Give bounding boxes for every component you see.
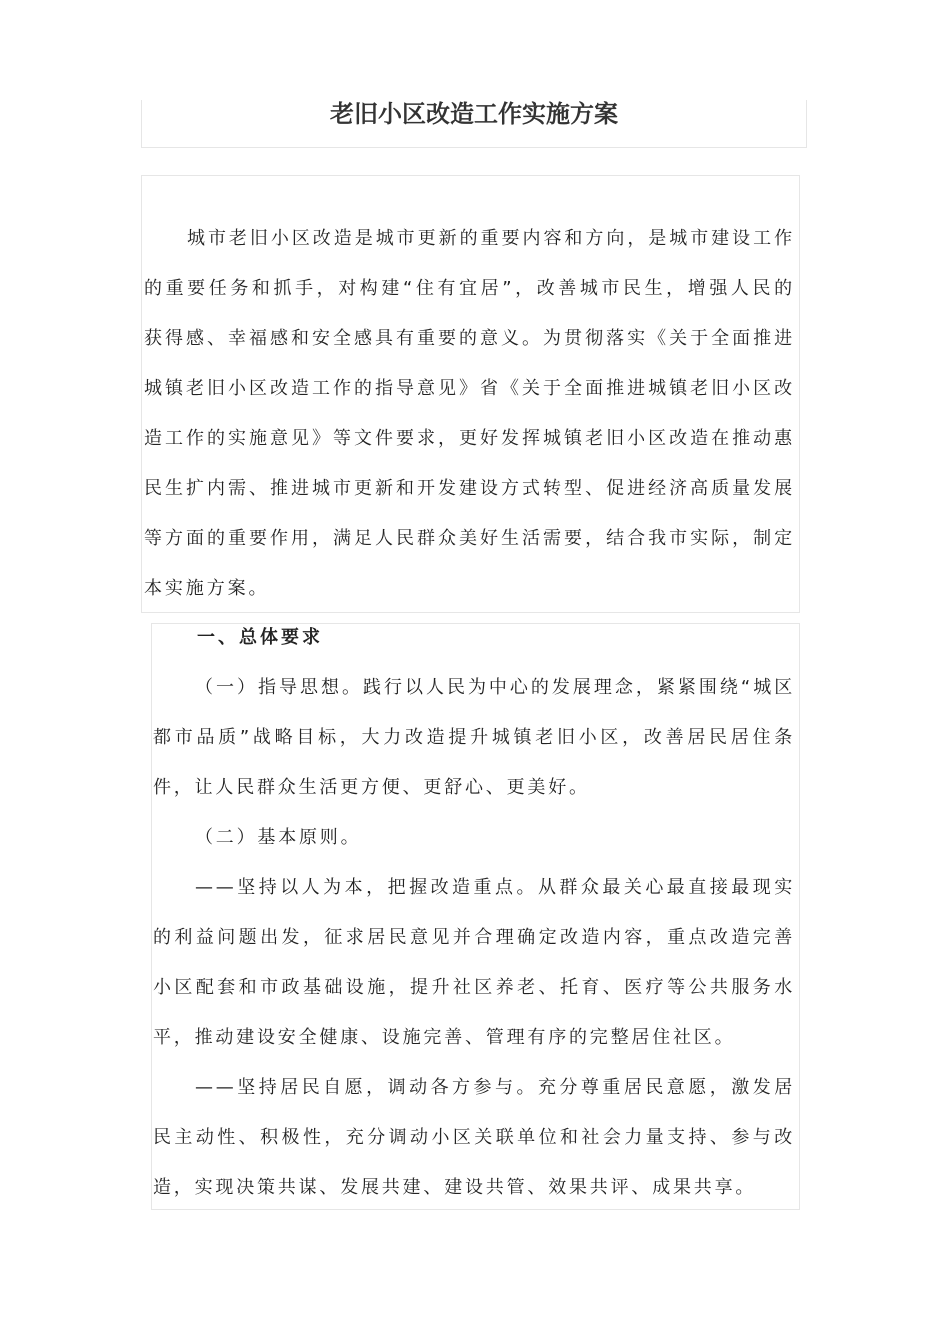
document-title: 老旧小区改造工作实施方案 bbox=[330, 100, 618, 128]
section-content bbox=[153, 613, 795, 1213]
section-heading: 一、总体要求 bbox=[197, 627, 323, 648]
principle-paragraph-2: ——坚持居民自愿，调动各方参与。充分尊重居民意愿，激发居民主动性、积极性，充分调动小区关联单位和社会力量支持、参与改造，实现决策共谋、发展共建、建设共管、效果共评、成果共享。 bbox=[153, 1077, 795, 1198]
title-box bbox=[141, 100, 807, 148]
guiding-thought-paragraph: （一）指导思想。践行以人民为中心的发展理念，紧紧围绕“城区都市品质”战略目标，大力改造提升城镇老旧小区，改善居民居住条件，让人民群众生活更方便、更舒心、更美好。 bbox=[153, 677, 795, 798]
principle-paragraph-1: ——坚持以人为本，把握改造重点。从群众最关心最直接最现实的利益问题出发，征求居民意见并合理确定改造内容，重点改造完善小区配套和市政基础设施，提升社区养老、托育、医疗等公共服务水平，推动建设安全健康、设施完善、管理有序的完整居住社区。 bbox=[153, 877, 795, 1048]
principles-heading: （二）基本原则。 bbox=[195, 827, 362, 848]
intro-paragraph: 城市老旧小区改造是城市更新的重要内容和方向，是城市建设工作的重要任务和抓手，对构建“住有宜居”，改善城市民生，增强人民的获得感、幸福感和安全感具有重要的意义。为贯彻落实《关于全面推进城镇老旧小区改造工作的指导意见》省《关于全面推进城镇老旧小区改造工作的实施意见》等文件要求，更好发挥城镇老旧小区改造在推动惠民生扩内需、推进城市更新和开发建设方式转型、促进经济高质量发展等方面的重要作用，满足人民群众美好生活需要，结合我市实际，制定本实施方案。 bbox=[144, 228, 795, 599]
intro-box bbox=[141, 175, 800, 613]
section-general-requirements bbox=[151, 623, 800, 1210]
